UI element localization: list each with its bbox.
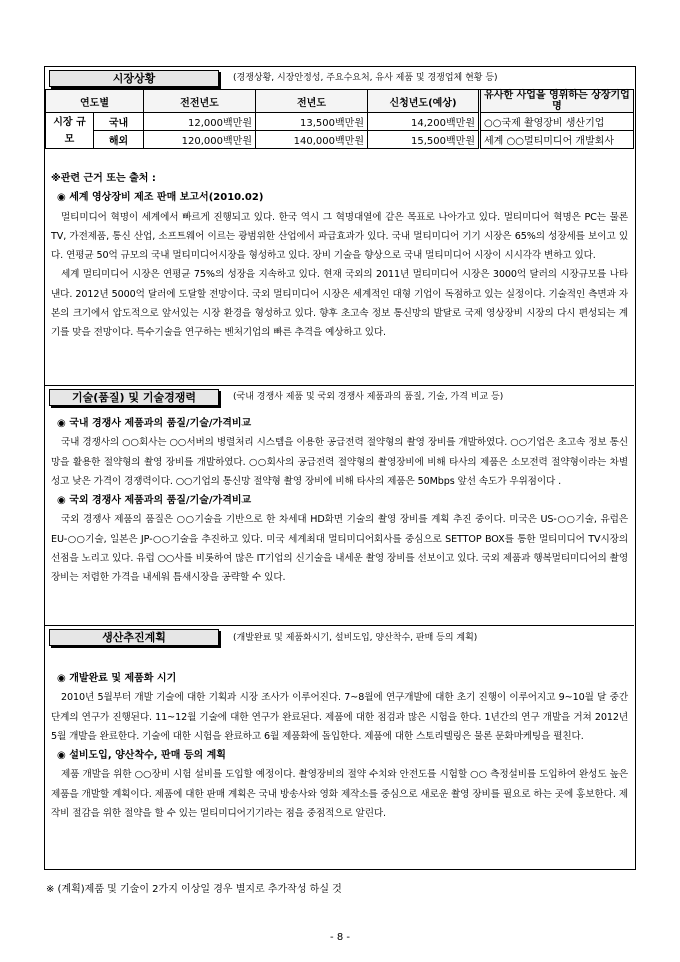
- foreign-compare-text: 국외 경쟁사 제품의 품질은 ○○기술을 기반으로 한 차세대 HD화면 기술의 촬영 장비를 계획 추진 중이다. 미국은 US-○○기술, 유럽은 EU-○○기술, 일본은 JP-○○기술을 추진하고 있다. 미국 세계최대 멀티미디어회사를 중심으로 SETTOP BOX를 통한 멀티미디어 TV시장의 선점을 노리고 있다. 유럽 ○○사를 비롯하여 많은 IT기업의 신기술을 내세운 촬영 장비를 선보이고 있다. 국외 제품과 행복멀티미디어의 촬영장비는 저렴한 가격을 내세워 틈새시장을 공략할 수 있다.: [51, 514, 628, 584]
- market-section-body: [45, 169, 634, 343]
- cell-value: 15,500백만원: [368, 131, 480, 149]
- row-label: 해외: [94, 131, 144, 149]
- table-row: [46, 113, 634, 131]
- table-row: [46, 131, 634, 149]
- market-section-header: [45, 67, 634, 90]
- form-frame: [44, 66, 636, 870]
- header-year: 연도별: [46, 90, 144, 113]
- facility-plan-text: 제품 개발을 위한 ○○장비 시험 설비를 도입할 예정이다. 촬영장비의 절약 수치와 안전도를 시험할 ○○ 측정설비를 도입하여 완성도 높은 제품을 개발할 계획이다. 제품에 대한 판매 계획은 국내 방송사와 영화 제작소를 중심으로 새로운 촬영 장비를 필요로 하는 곳에 홍보한다. 제작비 절감을 위한 절약을 할 수 있는 멀티미디어기기라는 점을 중점적으로 알린다.: [51, 769, 628, 820]
- tech-section-body: [45, 414, 634, 588]
- cell-value: 13,500백만원: [256, 113, 368, 131]
- market-section-title: 시장상황: [49, 70, 219, 87]
- dev-schedule-text: 2010년 5월부터 개발 기술에 대한 기획과 시장 조사가 이루어진다. 7~8월에 연구개발에 대한 초기 진행이 이루어지고 9~10월 달 중간단계의 연구가 진행된다. 11~12월 기술에 대한 연구가 완료된다. 제품에 대한 점검과 많은 시험을 한다. 1년간의 연구 개발을 거쳐 2012년 5월 개발을 완료한다. 기술에 대한 시험을 완료하고 6월 제품화에 돌입한다. 제품에 대한 스토리텔링은 물론 문화마케팅을 펼친다.: [51, 692, 628, 742]
- production-section-title: 생산추진계획: [49, 629, 219, 646]
- market-section-note: (경쟁상황, 시장안정성, 주요수요처, 유사 제품 및 경쟁업체 현황 등): [233, 73, 498, 83]
- header-prev1: 전년도: [256, 90, 368, 113]
- market-paragraph-1: 멀티미디어 혁명이 세계에서 빠르게 진행되고 있다. 한국 역시 그 혁명대열에 같은 목표로 나아가고 있다. 멀티미디어 혁명은 PC는 물론 TV, 가전제품, 통신 산업, 소프트웨어 이르는 광범위한 산업에서 파급효과가 있다. 국내 멀티미디어 기기 시장은 65%의 성장세를 보이고 있다. 연평균 50억 규모의 국내 멀티미디어시장을 형성하고 있다. 장비 기술을 향상으로 국내 멀티미디어 시장이 시시각각 변하고 있다.: [51, 211, 628, 262]
- dev-schedule-title: ◉ 개발완료 및 제품화 시기: [57, 673, 177, 684]
- production-section-header: [45, 625, 634, 647]
- tech-section-title: 기술(품질) 및 기술경쟁력: [49, 389, 219, 406]
- table-header-row: [46, 90, 634, 113]
- cell-value: 14,200백만원: [368, 113, 480, 131]
- production-section-note: (개발완료 및 제품화시기, 설비도입, 양산착수, 판매 등의 계획): [233, 633, 478, 643]
- cell-company: 세계 ○○멀티미디어 개발회사: [480, 131, 634, 149]
- tech-section-header: [45, 385, 634, 407]
- header-listed-company: 유사한 사업을 영위하는 상장기업명: [480, 90, 634, 113]
- domestic-compare-text: 국내 경쟁사의 ○○회사는 ○○서버의 병렬처리 시스템을 이용한 공급전력 절약형의 촬영 장비를 개발하였다. ○○기업은 초고속 정보 통신망을 활용한 절약형의 촬영 장비를 개발하였다. ○○회사의 공급전력 절약형의 촬영장비에 비해 타사의 제품은 소모전력 절약형이라는 차별성고 낮은 가격이 경쟁력이다. ○○기업의 통신망 절약형 촬영 장비에 비해 타사의 제품은 50Mbps 앞선 속도가 우위점이다 .: [51, 437, 628, 487]
- cell-company: ○○국제 촬영장비 생산기업: [480, 113, 634, 131]
- market-size-table: [45, 89, 634, 149]
- cell-value: 140,000백만원: [256, 131, 368, 149]
- foreign-compare-title: ◉ 국외 경쟁사 제품과의 품질/기술/가격비교: [57, 495, 252, 507]
- header-prev2: 전전년도: [144, 90, 256, 113]
- market-paragraph-2: 세계 멀티미디어 시장은 연평균 75%의 성장을 지속하고 있다. 현재 국외의 2011년 멀티미디어 시장은 3000억 달러의 시장규모를 나타낸다. 2012년 5000억 달러에 도달할 전망이다. 국외 멀티미디어 시장은 세계적인 대형 기업이 독점하고 있는 실정이다. 기술적인 측면과 자본의 크기에서 압도적으로 앞서있는 시장 환경을 형성하고 있다. 향후 초고속 정보 통신망의 발달로 국제 영상장비 시장의 다시 편성되는 계기를 맞을 전망이다. 특수기술을 연구하는 벤처기업의 빠른 추격을 예상하고 있다.: [51, 269, 628, 339]
- page-number: - 8 -: [330, 932, 350, 943]
- cell-value: 12,000백만원: [144, 113, 256, 131]
- row-label: 국내: [94, 113, 144, 131]
- footnote: ※ (계획)제품 및 기술이 2가지 이상일 경우 별지로 추가작성 하실 것: [46, 884, 342, 895]
- header-current: 신청년도(예상): [368, 90, 480, 113]
- source-heading: ※관련 근거 또는 출처 :: [51, 173, 156, 184]
- tech-section-note: (국내 경쟁사 제품 및 국외 경쟁사 제품과의 품질, 기술, 가격 비교 등): [233, 392, 504, 402]
- production-section-body: [45, 669, 634, 823]
- report-title: ◉ 세계 영상장비 제조 판매 보고서(2010.02): [57, 192, 264, 204]
- cell-value: 120,000백만원: [144, 131, 256, 149]
- domestic-compare-title: ◉ 국내 경쟁사 제품과의 품질/기술/가격비교: [57, 418, 252, 429]
- facility-plan-title: ◉ 설비도입, 양산착수, 판매 등의 계획: [57, 750, 226, 762]
- market-size-label: 시장 규모: [46, 113, 94, 149]
